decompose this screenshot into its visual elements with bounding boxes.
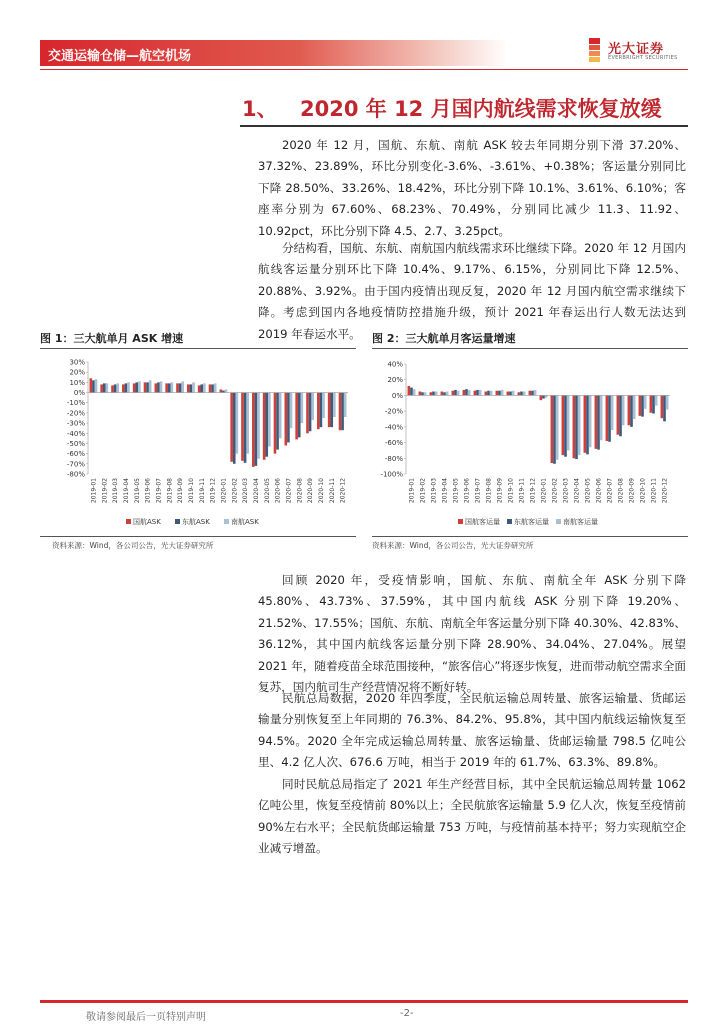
chart2-bar [529, 391, 532, 396]
chart2-bar [628, 395, 631, 425]
chart1-y-tick-label: 0% [73, 389, 85, 398]
chart1-bar [341, 393, 344, 431]
heading-number: 1、 [242, 97, 278, 121]
chart2-legend-swatch [507, 519, 512, 524]
chart1-bar [214, 383, 217, 392]
chart2-y-tick-label: -60% [384, 439, 403, 448]
chart1-bar [106, 383, 109, 392]
chart2-x-tick-label: 2020-06 [595, 478, 603, 504]
chart1-bar [290, 393, 293, 429]
chart2-x-tick-label: 2020-07 [606, 478, 614, 504]
chart2-x-tick-label: 2019-01 [408, 478, 416, 504]
figure-1-top-rule [40, 348, 356, 349]
chart1-bar [222, 391, 225, 393]
chart1-y-tick-label: -30% [66, 419, 85, 428]
page-number: -2- [400, 1008, 414, 1019]
chart1-bar [92, 380, 95, 392]
chart1-y-tick-label: -80% [66, 470, 85, 479]
chart2-bar [485, 392, 488, 396]
chart2-x-tick-label: 2020-02 [551, 478, 559, 504]
chart1-y-tick-label: -60% [66, 450, 85, 459]
chart1-x-tick-label: 2019-01 [90, 478, 98, 504]
header-rule [40, 69, 688, 70]
chart2-x-tick-label: 2020-11 [650, 478, 658, 504]
chart2-bar [410, 388, 413, 396]
chart2-bar [611, 395, 614, 430]
chart2-bar [595, 395, 598, 448]
chart2-bar [573, 395, 576, 458]
chart1-x-tick-label: 2019-08 [166, 478, 174, 504]
chart2-bar [655, 395, 658, 405]
chart2-bar [540, 395, 543, 400]
chart1-bar [122, 384, 125, 392]
paragraph-2: 分结构看，国航、东航、南航国内航线需求环比继续下降。2020 年 12 月国内航线客运量分别环比下降 10.4%、9.17%、6.15%，分别同比下降 12.5%、20.88%、3.92%。由于国内疫情出现反复，2020 年 12 月国内航空需求继续下降。考虑到国内各地疫情防控措施升级，预计 2021 年春运出行人数无法达到 2019 年春运水平。 [258, 241, 686, 341]
chart1-bar [209, 384, 212, 392]
chart2-bar [597, 395, 600, 449]
chart1-x-tick-label: 2019-06 [144, 478, 152, 504]
chart1-bar [220, 389, 223, 392]
chart1-x-tick-label: 2020-04 [252, 478, 260, 504]
chart2-bar [443, 392, 446, 395]
chart2-bar [430, 392, 433, 395]
chart2-bar [551, 395, 554, 463]
chart1-x-tick-label: 2019-09 [177, 478, 185, 504]
chart2-bar [606, 395, 609, 441]
chart1-bar [111, 385, 114, 392]
chart2-legend-swatch [556, 519, 561, 524]
chart1-bar [149, 380, 152, 392]
chart1-bar [339, 393, 342, 431]
chart1-x-tick-label: 2020-08 [296, 478, 304, 504]
figure-2-source: 资料来源：Wind，各公司公告，光大证券研究所 [372, 541, 534, 550]
chart2-bar [564, 395, 567, 456]
chart2-x-tick-label: 2020-08 [617, 478, 625, 504]
chart2-bar [463, 390, 466, 396]
chart2-x-tick-label: 2019-02 [419, 478, 427, 504]
chart1-bar [263, 393, 266, 460]
chart2-bar [468, 390, 471, 396]
chart1-bar [257, 393, 260, 459]
chart2-bar [512, 391, 515, 396]
chart2-bar [622, 395, 625, 425]
chart1-x-tick-label: 2020-09 [307, 478, 315, 504]
chart1-bar [230, 393, 233, 462]
chart1-bar [198, 385, 201, 392]
chart1-x-tick-label: 2020-03 [242, 478, 250, 504]
chart1-y-tick-label: -70% [66, 460, 85, 469]
chart2-bar [589, 395, 592, 447]
figure-2-title: 图 2：三大航单月客运量增速 [372, 332, 516, 345]
chart1-x-tick-label: 2020-10 [317, 478, 325, 504]
chart2-bar [641, 395, 644, 416]
chart1-bar [138, 381, 141, 392]
chart2-bar [619, 395, 622, 436]
paragraph-5: 同时民航总局指定了 2021 年生产经营目标，其中全民航运输总周转量 1062 亿吨公里，恢复至疫情前 80%以上；全民航旅客运输量 5.9 亿人次，恢复至疫情前 90%左右水平；全民航货邮运输量 753 万吨，与疫情前基本持平；努力实现航空企业减亏增盈。 [258, 777, 686, 856]
figure-1-bottom-rule [40, 536, 356, 537]
chart2-x-tick-label: 2019-07 [474, 478, 482, 504]
chart1-bar [298, 393, 301, 438]
chart2-bar [487, 391, 490, 396]
chart1-x-tick-label: 2019-07 [155, 478, 163, 504]
chart1-x-tick-label: 2020-02 [231, 478, 239, 504]
chart1-bar [125, 383, 128, 392]
chart1-y-tick-label: 10% [69, 378, 85, 387]
chart1-bar [255, 393, 258, 466]
chart2-bar [476, 390, 479, 396]
chart2-y-tick-label: 0% [391, 391, 403, 400]
chart1-bar [246, 393, 249, 454]
chart2-bar [446, 392, 449, 396]
chart2-bar [421, 392, 424, 395]
section-banner [40, 40, 508, 66]
chart1-bar [100, 384, 103, 392]
figure-1-source: 资料来源：Wind，各公司公告，光大证券研究所 [52, 541, 214, 550]
chart2-bar [567, 395, 570, 450]
chart2-x-tick-label: 2020-09 [628, 478, 636, 504]
chart1-x-tick-label: 2020-07 [285, 478, 293, 504]
chart2-bar [586, 395, 589, 454]
chart1-y-tick-label: -40% [66, 429, 85, 438]
chart2-x-tick-label: 2019-12 [529, 478, 537, 504]
chart1-legend-label: 南航ASK [231, 518, 259, 526]
chart1-bar [276, 393, 279, 450]
figure-1-chart [40, 352, 356, 534]
chart1-y-tick-label: -50% [66, 439, 85, 448]
chart1-bar [155, 383, 158, 392]
chart2-bar [454, 390, 457, 396]
chart1-bar [127, 382, 130, 392]
chart1-bar [165, 383, 168, 392]
chart1-bar [176, 383, 179, 392]
chart2-x-tick-label: 2019-06 [463, 478, 471, 504]
chart2-bar [630, 395, 633, 426]
chart1-y-tick-label: -10% [66, 399, 85, 408]
chart1-legend-swatch [126, 519, 131, 524]
chart1-bar [187, 384, 190, 392]
chart2-y-tick-label: -20% [384, 407, 403, 416]
chart2-bar [534, 390, 537, 396]
chart1-bar [95, 379, 98, 392]
chart1-bar [133, 383, 136, 392]
chart2-legend-label: 国航客运量 [465, 518, 500, 526]
chart1-x-tick-label: 2019-12 [209, 478, 217, 504]
chart2-x-tick-label: 2019-11 [518, 478, 526, 504]
chart1-x-tick-label: 2019-05 [133, 478, 141, 504]
chart2-y-tick-label: 20% [387, 376, 403, 385]
chart1-bar [306, 393, 309, 434]
chart1-bar [317, 393, 320, 430]
chart2-bar [479, 390, 482, 396]
chart2-bar [523, 392, 526, 396]
chart1-bar [211, 384, 214, 392]
chart2-bar [545, 395, 548, 397]
chart1-x-tick-label: 2020-01 [220, 478, 228, 504]
chart2-bar [435, 392, 438, 396]
chart2-bar [639, 395, 642, 415]
chart2-bar [496, 391, 499, 396]
paragraph-3: 回顾 2020 年，受疫情影响，国航、东航、南航全年 ASK 分别下降 45.80%、43.73%、37.59%，其中国内航线 ASK 分别下降 19.20%、21.52%、17.55%；国航、东航、南航全年客运量分别下降 40.30%、42.83%、36.12%，其中国内航线客运量分别下降 28.90%、34.04%、27.04%。展望 2021 年，随着疫苗全球范围接种，“旅客信心”将逐步恢复，进而带动航空需求全面复苏，国内航司生产经营情况将不断好转。 [258, 573, 686, 695]
chart1-x-tick-label: 2019-03 [112, 478, 120, 504]
chart2-bar [608, 395, 611, 441]
chart2-bar [531, 391, 534, 396]
figure-1-title: 图 1：三大航单月 ASK 增速 [40, 332, 184, 345]
chart2-bar [432, 392, 435, 396]
chart2-x-tick-label: 2020-12 [661, 478, 669, 504]
chart1-bar [200, 384, 203, 392]
chart1-bar [244, 393, 247, 463]
chart1-x-tick-label: 2019-04 [122, 478, 130, 504]
heading-underline [240, 125, 688, 127]
chart2-bar [518, 392, 521, 395]
chart1-bar [103, 383, 106, 392]
chart1-bar [320, 393, 323, 428]
chart2-bar [584, 395, 587, 452]
chart2-bar [633, 395, 636, 419]
chart2-bar [542, 395, 545, 398]
chart2-bar [553, 395, 556, 463]
chart1-bar [114, 384, 117, 392]
chart1-bar [181, 381, 184, 392]
chart2-x-tick-label: 2019-10 [507, 478, 515, 504]
footer-disclaimer: 敬请参阅最后一页特别声明 [86, 1012, 206, 1023]
chart2-x-tick-label: 2020-10 [639, 478, 647, 504]
chart1-x-tick-label: 2020-11 [328, 478, 336, 504]
company-logo [588, 36, 688, 68]
chart2-bar [663, 395, 666, 421]
logo-english-name: EVERBRIGHT SECURITIES [608, 55, 678, 61]
chart1-bar [330, 393, 333, 428]
chart2-x-tick-label: 2019-05 [452, 478, 460, 504]
chart2-bar [441, 392, 444, 396]
chart1-y-tick-label: 20% [69, 368, 85, 377]
chart1-bar [311, 393, 314, 420]
chart1-x-tick-label: 2019-02 [101, 478, 109, 504]
figure-2-top-rule [372, 348, 688, 349]
chart1-bar [203, 383, 206, 392]
chart2-bar [617, 395, 620, 434]
paragraph-4: 民航总局数据，2020 年四季度，全民航运输总周转量、旅客运输量、货邮运输量分别恢复至上年同期的 76.3%、84.2%、95.8%，其中国内航线运输恢复至 94.5%。2020 全年完成运输总周转量、旅客运输量、货邮运输量 798.5 亿吨公里、4.2 亿人次、676.6 万吨，相当于 2019 年的 61.7%、63.3%、89.8%。 [258, 691, 686, 770]
chart1-bar [225, 389, 228, 392]
chart2-bar [408, 386, 411, 395]
chart2-bar [465, 389, 468, 395]
chart2-bar [578, 395, 581, 455]
chart1-bar [301, 393, 304, 424]
chart2-bar [600, 395, 603, 440]
chart2-bar [650, 395, 653, 412]
chart1-bar [268, 393, 271, 447]
chart2-y-tick-label: -100% [380, 470, 403, 479]
chart2-y-tick-label: 40% [387, 360, 403, 369]
chart1-bar [285, 393, 288, 446]
chart1-y-tick-label: -20% [66, 409, 85, 418]
chart2-bar [457, 391, 460, 396]
chart2-legend-swatch [458, 519, 463, 524]
chart1-legend-label: 国航ASK [133, 518, 161, 526]
chart1-x-tick-label: 2019-11 [198, 478, 206, 504]
chart2-bar [501, 390, 504, 396]
chart2-bar [452, 391, 455, 396]
chart2-bar [419, 392, 422, 396]
paragraph-1: 2020 年 12 月，国航、东航、南航 ASK 较去年同期分别下滑 37.20%、37.32%、23.89%，环比分别变化-3.6%、-3.61%、+0.38%；客运量分别同比下降 28.50%、33.26%、18.42%，环比分别下降 10.1%、3.61%、6.10%；客座率分别为 67.60%、68.23%、70.49%，分别同比减少 11.3、11.92、10.92pct，环比分别下降 4.5、2.7、3.25pct。 [258, 138, 686, 238]
chart1-bar [295, 393, 298, 440]
chart1-x-tick-label: 2019-10 [187, 478, 195, 504]
chart1-bar [157, 382, 160, 392]
chart1-bar [252, 393, 255, 467]
chart2-y-tick-label: -40% [384, 423, 403, 432]
chart2-bar [562, 395, 565, 455]
chart1-bar [274, 393, 277, 454]
chart2-bar [520, 392, 523, 396]
chart2-x-tick-label: 2020-05 [584, 478, 592, 504]
chart1-bar [236, 393, 239, 454]
chart2-bar [652, 395, 655, 413]
chart1-bar [168, 383, 171, 392]
figure-2-bottom-rule [372, 536, 688, 537]
chart2-bar [424, 392, 427, 395]
chart2-x-tick-label: 2020-03 [562, 478, 570, 504]
chart2-x-tick-label: 2019-08 [485, 478, 493, 504]
chart2-bar [556, 395, 559, 459]
chart2-bar [644, 395, 647, 408]
chart1-legend-swatch [175, 519, 180, 524]
chart2-bar [490, 391, 493, 396]
logo-name: 光大证券 [608, 42, 665, 57]
heading-text: 2020 年 12 月国内航线需求恢复放缓 [300, 97, 662, 121]
chart2-bar [666, 395, 669, 409]
chart2-legend-label: 南航客运量 [563, 518, 598, 526]
chart1-bar [241, 393, 244, 461]
section-title: 交通运输仓储—航空机场 [48, 49, 192, 64]
chart1-bar [344, 393, 347, 417]
chart2-bar [474, 391, 477, 396]
chart1-bar [328, 393, 331, 428]
chart1-bar [333, 393, 336, 417]
chart1-bar [144, 382, 147, 392]
chart1-bar [309, 393, 312, 432]
chart1-bar [233, 393, 236, 464]
logo-mark-icon [588, 38, 602, 62]
chart1-legend-swatch [224, 519, 229, 524]
chart2-bar [509, 392, 512, 396]
chart1-bar [160, 381, 163, 392]
chart2-x-tick-label: 2019-09 [496, 478, 504, 504]
chart2-x-tick-label: 2020-01 [540, 478, 548, 504]
chart1-bar [279, 393, 282, 439]
figure-2-chart [372, 352, 688, 534]
chart1-x-tick-label: 2020-12 [339, 478, 347, 504]
chart1-bar [90, 378, 93, 392]
chart1-x-tick-label: 2020-05 [263, 478, 271, 504]
chart1-bar [265, 393, 268, 457]
chart2-bar [413, 389, 416, 395]
chart1-bar [287, 393, 290, 443]
chart1-bar [135, 382, 138, 392]
chart1-bar [146, 382, 149, 392]
footer-rule [40, 1000, 688, 1003]
chart1-x-tick-label: 2020-06 [274, 478, 282, 504]
chart2-bar [498, 391, 501, 396]
chart1-bar [322, 393, 325, 418]
chart1-bar [179, 383, 182, 392]
chart1-bar [171, 382, 174, 392]
chart2-bar [507, 392, 510, 396]
chart2-legend-label: 东航客运量 [514, 518, 549, 526]
chart1-legend-label: 东航ASK [182, 518, 210, 526]
chart2-x-tick-label: 2020-04 [573, 478, 581, 504]
chart2-bar [661, 395, 664, 418]
chart1-y-tick-label: 30% [69, 358, 85, 367]
chart1-bar [190, 384, 193, 392]
chart2-y-tick-label: -80% [384, 454, 403, 463]
chart2-x-tick-label: 2019-04 [441, 478, 449, 504]
chart2-x-tick-label: 2019-03 [430, 478, 438, 504]
chart2-bar [575, 395, 578, 459]
chart1-bar [192, 382, 195, 392]
chart1-bar [116, 383, 119, 392]
